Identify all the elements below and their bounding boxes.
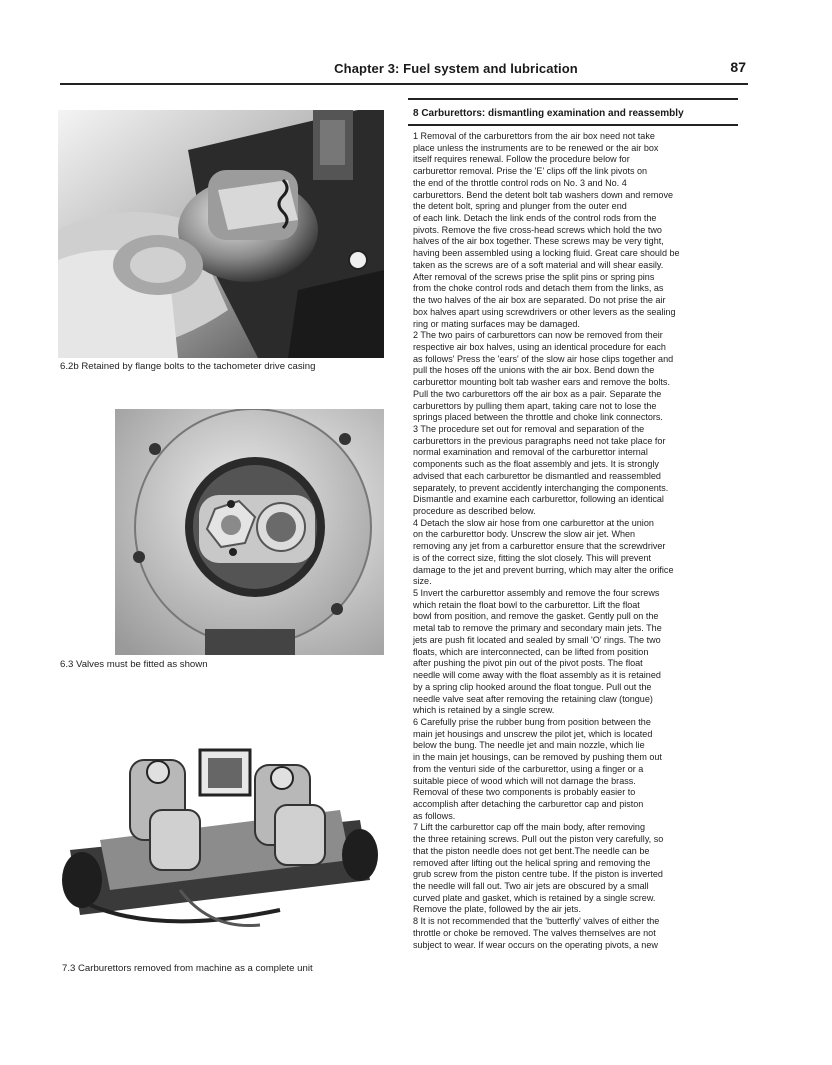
body-text [413, 131, 743, 951]
section-rule [408, 98, 738, 100]
text-line: in the main jet housings, can be removed by pushing them out [413, 752, 662, 763]
section-rule [408, 124, 738, 126]
text-line: by a spring clip hooked around the float tongue. Pull out the [413, 681, 652, 692]
text-line: advised that each carburettor be dismantled and reassembled [413, 470, 661, 481]
photo-carburettors [60, 740, 380, 940]
text-line: that the piston needle does not get bent.The needle can be [413, 845, 650, 856]
text-line: which is retained by a single screw. [413, 705, 555, 716]
header-rule [60, 83, 748, 85]
text-line: springs placed between the throttle and choke link connectors. [413, 412, 663, 423]
text-line: normal examination and removal of the carburettor internal [413, 447, 648, 458]
text-line: box halves apart using screwdrivers or other levers as the sealing [413, 306, 676, 317]
text-line: 5 Invert the carburettor assembly and remove the four screws [413, 588, 660, 599]
text-line: the detent bolt, spring and plunger from the outer end [413, 201, 627, 212]
text-line: removing any jet from a carburettor ensure that the screwdriver [413, 541, 666, 552]
text-line: components such as the float assembly and jets. It is strongly [413, 459, 659, 470]
section-heading: 8 Carburettors: dismantling examination and reassembly [413, 108, 684, 119]
text-line: from the choke control rods and detach them from the links, as [413, 283, 664, 294]
text-line: subject to wear. If wear occurs on the operating pivots, a new [413, 939, 658, 950]
text-line: as follows. [413, 810, 456, 821]
figure-caption: 7.3 Carburettors removed from machine as a complete unit [62, 963, 313, 974]
text-line: respective air box halves, using an identical procedure for each [413, 341, 666, 352]
text-line: is of the correct size, fitting the slot closely. This will prevent [413, 552, 651, 563]
text-line: the three retaining screws. Pull out the piston very carefully, so [413, 834, 664, 845]
text-line: metal tab to remove the primary and secondary main jets. The [413, 623, 662, 634]
text-line: itself requires renewal. Follow the procedure below for [413, 154, 630, 165]
text-line: pivots. Remove the five cross-head screws which hold the two [413, 224, 662, 235]
text-line: separately, to prevent accidently interchanging the components. [413, 482, 669, 493]
text-line: accomplish after detaching the carburettor cap and piston [413, 798, 644, 809]
text-line: jets are push fit located and sealed by small 'O' rings. The two [413, 634, 661, 645]
text-line: Removal of these two components is probably easier to [413, 787, 636, 798]
figure-caption: 6.3 Valves must be fitted as shown [60, 659, 208, 670]
text-line: on the carburettor body. Unscrew the slow air jet. When [413, 529, 636, 540]
text-line: carburettors in the previous paragraphs need not take place for [413, 435, 666, 446]
text-line: taken as the screws are of a soft material and will shear easily. [413, 259, 664, 270]
text-line: 7 Lift the carburettor cap off the main body, after removing [413, 822, 645, 833]
text-line: needle will come away with the float assembly as it is retained [413, 670, 661, 681]
text-line: of each link. Detach the link ends of the control rods from the [413, 213, 657, 224]
text-line: 4 Detach the slow air hose from one carburettor at the union [413, 517, 654, 528]
text-line: ring or mating surfaces may be damaged. [413, 318, 580, 329]
text-line: carburettors by pulling them apart, taking care not to lose the [413, 400, 657, 411]
text-line: Remove the plate, followed by the air jets. [413, 904, 581, 915]
text-line: size. [413, 576, 432, 587]
text-line: from the venturi side of the carburettor, using a finger or a [413, 763, 644, 774]
text-line: place unless the instruments are to be renewed or the air box [413, 142, 659, 153]
text-line: as follows' Press the 'ears' of the slow air hose clips together and [413, 353, 674, 364]
text-line: bowl from position, and remove the gasket. Gently pull on the [413, 611, 659, 622]
text-line: floats, which are interconnected, can be lifted from position [413, 646, 649, 657]
text-line: 1 Removal of the carburettors from the air box need not take [413, 131, 655, 141]
text-line: the two halves of the air box are separated. Do not prise the air [413, 295, 666, 306]
text-line: 6 Carefully prise the rubber bung from position between the [413, 716, 651, 727]
text-line: carburettor removal. Prise the 'E' clips off the link pivots on [413, 166, 648, 177]
figure-caption: 6.2b Retained by flange bolts to the tachometer drive casing [60, 361, 316, 372]
text-line: below the bung. The needle jet and main nozzle, which lie [413, 740, 645, 751]
text-line: grub screw from the piston centre tube. If the piston is inverted [413, 869, 663, 880]
text-line: after pushing the pivot pin out of the pivot posts. The float [413, 658, 643, 669]
text-line: throttle or choke be removed. The valves themselves are not [413, 927, 656, 938]
text-line: Pull the two carburettors off the air box as a pair. Separate the [413, 388, 662, 399]
text-line: the end of the throttle control rods on No. 3 and No. 4 [413, 177, 627, 188]
text-line: 8 It is not recommended that the 'butterfly' valves of either the [413, 916, 660, 927]
photo-valves [115, 409, 384, 655]
text-line: 3 The procedure set out for removal and separation of the [413, 423, 645, 434]
text-line: halves of the air box together. These screws may be very tight, [413, 236, 664, 247]
text-line: the needle will fall out. Two air jets are obscured by a small [413, 881, 649, 891]
page-number: 87 [730, 59, 746, 75]
text-line: needle valve seat after removing the retaining claw (tongue) [413, 693, 653, 704]
text-line: procedure as described below. [413, 506, 536, 516]
text-line: carburettor mounting bolt tab washer ears and remove the bolts. [413, 377, 670, 388]
text-line: Dismantle and examine each carburettor, following an identical [413, 494, 664, 505]
text-line: main jet housings and unscrew the pilot jet, which is located [413, 728, 653, 739]
text-line: removed after lifting out the helical spring and removing the [413, 857, 651, 868]
text-line: pull the hoses off the unions with the air box. Bend down the [413, 365, 655, 376]
chapter-title: Chapter 3: Fuel system and lubrication [334, 61, 578, 76]
text-line: suitable piece of wood which will not damage the brass. [413, 775, 636, 786]
text-line: which retain the float bowl to the carburettor. Lift the float [413, 599, 640, 610]
text-line: curved plate and gasket, which is retained by a single screw. [413, 892, 656, 903]
photo-tachometer-drive [58, 110, 384, 358]
text-line: carburettors. Bend the detent bolt tab washers down and remove [413, 189, 674, 200]
text-line: having been assembled using a locking fluid. Great care should be [413, 248, 680, 259]
text-line: After removal of the screws prise the split pins or spring pins [413, 271, 655, 282]
text-line: 2 The two pairs of carburettors can now be removed from their [413, 330, 663, 341]
text-line: damage to the jet and prevent burring, which may alter the orifice [413, 564, 674, 575]
